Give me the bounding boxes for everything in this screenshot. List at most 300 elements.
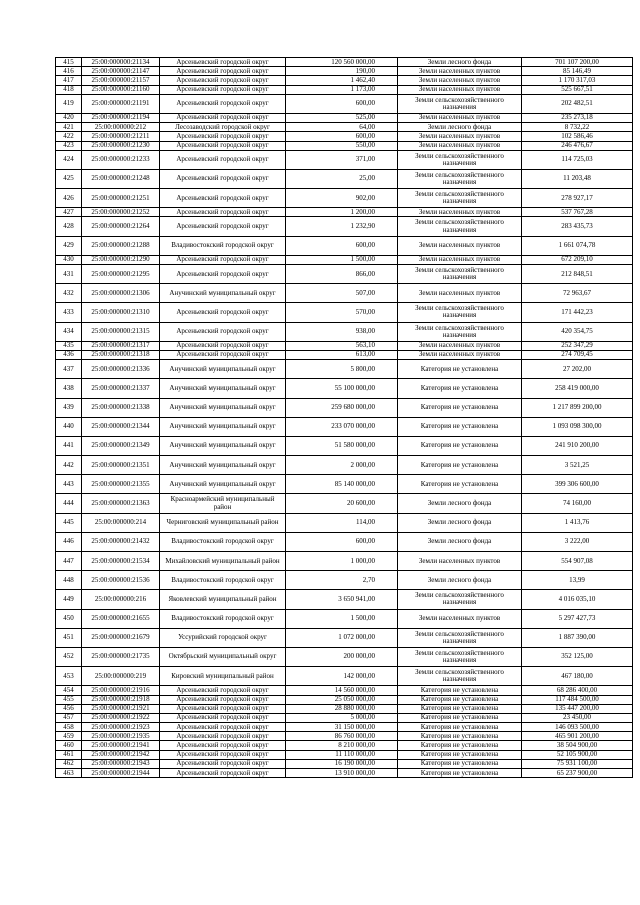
area-cell: 1 072 000,00 bbox=[286, 628, 398, 647]
area-cell: 233 070 000,00 bbox=[286, 417, 398, 436]
area-cell: 259 680 000,00 bbox=[286, 398, 398, 417]
cadastral-number-cell: 25:00:000000:21943 bbox=[82, 759, 160, 768]
cadastral-number-cell: 25:00:000000:21941 bbox=[82, 741, 160, 750]
cadastral-value-cell: 75 931 100,00 bbox=[522, 759, 633, 768]
municipality-cell: Арсеньевский городской округ bbox=[160, 769, 286, 778]
land-category-cell: Земли сельскохозяйственного назначения bbox=[398, 94, 522, 113]
area-cell: 1 000,00 bbox=[286, 552, 398, 571]
municipality-cell: Арсеньевский городской округ bbox=[160, 350, 286, 359]
municipality-cell: Арсеньевский городской округ bbox=[160, 169, 286, 188]
row-number-cell: 431 bbox=[56, 265, 82, 284]
cadastral-number-cell: 25:00:000000:21315 bbox=[82, 322, 160, 341]
cadastral-value-cell: 701 107 200,00 bbox=[522, 58, 633, 67]
municipality-cell: Анучинский муниципальный округ bbox=[160, 398, 286, 417]
row-number-cell: 422 bbox=[56, 132, 82, 141]
table-row bbox=[56, 436, 633, 455]
cadastral-value-cell: 283 435,73 bbox=[522, 217, 633, 236]
table-row bbox=[56, 360, 633, 379]
cadastral-number-cell: 25:00:000000:21264 bbox=[82, 217, 160, 236]
row-number-cell: 456 bbox=[56, 704, 82, 713]
municipality-cell: Арсеньевский городской округ bbox=[160, 723, 286, 732]
area-cell: 114,00 bbox=[286, 513, 398, 532]
cadastral-value-cell: 102 586,46 bbox=[522, 132, 633, 141]
land-category-cell: Земли населенных пунктов bbox=[398, 132, 522, 141]
row-number-cell: 463 bbox=[56, 769, 82, 778]
area-cell: 85 140 000,00 bbox=[286, 475, 398, 494]
area-cell: 525,00 bbox=[286, 113, 398, 122]
row-number-cell: 418 bbox=[56, 85, 82, 94]
municipality-cell: Владивостокский городской округ bbox=[160, 532, 286, 551]
cadastral-number-cell: 25:00:000000:21306 bbox=[82, 284, 160, 303]
table-row bbox=[56, 713, 633, 722]
table-row bbox=[56, 494, 633, 513]
cadastral-value-cell: 212 848,51 bbox=[522, 265, 633, 284]
land-category-cell: Земли населенных пунктов bbox=[398, 609, 522, 628]
area-cell: 25 050 000,00 bbox=[286, 695, 398, 704]
cadastral-number-cell: 25:00:000000:21290 bbox=[82, 255, 160, 264]
cadastral-number-cell: 25:00:000000:21349 bbox=[82, 436, 160, 455]
municipality-cell: Арсеньевский городской округ bbox=[160, 704, 286, 713]
cadastral-value-cell: 52 105 900,00 bbox=[522, 750, 633, 759]
land-category-cell: Категория не установлена bbox=[398, 398, 522, 417]
area-cell: 5 000,00 bbox=[286, 713, 398, 722]
cadastral-value-cell: 420 354,75 bbox=[522, 322, 633, 341]
municipality-cell: Арсеньевский городской округ bbox=[160, 255, 286, 264]
area-cell: 16 190 000,00 bbox=[286, 759, 398, 768]
row-number-cell: 448 bbox=[56, 571, 82, 590]
table-row bbox=[56, 379, 633, 398]
table-row bbox=[56, 732, 633, 741]
municipality-cell: Арсеньевский городской округ bbox=[160, 94, 286, 113]
cadastral-value-cell: 352 125,00 bbox=[522, 647, 633, 666]
table-row bbox=[56, 590, 633, 609]
row-number-cell: 427 bbox=[56, 208, 82, 217]
land-category-cell: Категория не установлена bbox=[398, 436, 522, 455]
cadastral-value-cell: 146 093 500,00 bbox=[522, 723, 633, 732]
row-number-cell: 426 bbox=[56, 189, 82, 208]
table-row bbox=[56, 686, 633, 695]
area-cell: 2 000,00 bbox=[286, 456, 398, 475]
land-category-cell: Земли сельскохозяйственного назначения bbox=[398, 189, 522, 208]
land-category-cell: Земли лесного фонда bbox=[398, 58, 522, 67]
row-number-cell: 437 bbox=[56, 360, 82, 379]
municipality-cell: Арсеньевский городской округ bbox=[160, 732, 286, 741]
area-cell: 120 560 000,00 bbox=[286, 58, 398, 67]
cadastral-value-cell: 202 482,51 bbox=[522, 94, 633, 113]
land-category-cell: Земли сельскохозяйственного назначения bbox=[398, 169, 522, 188]
land-category-cell: Земли населенных пунктов bbox=[398, 255, 522, 264]
table-row bbox=[56, 609, 633, 628]
land-category-cell: Категория не установлена bbox=[398, 686, 522, 695]
land-category-cell: Категория не установлена bbox=[398, 417, 522, 436]
table-row bbox=[56, 169, 633, 188]
cadastral-value-cell: 4 016 035,10 bbox=[522, 590, 633, 609]
table-row bbox=[56, 255, 633, 264]
table-row bbox=[56, 58, 633, 67]
table-row bbox=[56, 571, 633, 590]
table-row bbox=[56, 265, 633, 284]
cadastral-number-cell: 25:00:000000:21536 bbox=[82, 571, 160, 590]
municipality-cell: Арсеньевский городской округ bbox=[160, 85, 286, 94]
table-row bbox=[56, 759, 633, 768]
row-number-cell: 430 bbox=[56, 255, 82, 264]
table-row bbox=[56, 552, 633, 571]
municipality-cell: Красноармейский муниципальный район bbox=[160, 494, 286, 513]
area-cell: 190,00 bbox=[286, 67, 398, 76]
table-row bbox=[56, 398, 633, 417]
cadastral-table bbox=[55, 57, 633, 778]
area-cell: 866,00 bbox=[286, 265, 398, 284]
cadastral-value-cell: 68 286 400,00 bbox=[522, 686, 633, 695]
land-category-cell: Категория не установлена bbox=[398, 475, 522, 494]
table-row bbox=[56, 750, 633, 759]
row-number-cell: 457 bbox=[56, 713, 82, 722]
area-cell: 200 000,00 bbox=[286, 647, 398, 666]
land-category-cell: Земли лесного фонда bbox=[398, 494, 522, 513]
land-category-cell: Категория не установлена bbox=[398, 769, 522, 778]
land-category-cell: Земли населенных пунктов bbox=[398, 113, 522, 122]
table-row bbox=[56, 628, 633, 647]
table-row bbox=[56, 723, 633, 732]
table-row bbox=[56, 456, 633, 475]
cadastral-value-cell: 74 160,00 bbox=[522, 494, 633, 513]
table-row bbox=[56, 741, 633, 750]
cadastral-value-cell: 672 209,10 bbox=[522, 255, 633, 264]
row-number-cell: 449 bbox=[56, 590, 82, 609]
municipality-cell: Яковлевский муниципальный район bbox=[160, 590, 286, 609]
row-number-cell: 462 bbox=[56, 759, 82, 768]
cadastral-number-cell: 25:00:000000:21318 bbox=[82, 350, 160, 359]
municipality-cell: Октябрьский муниципальный округ bbox=[160, 647, 286, 666]
cadastral-number-cell: 25:00:000000:21134 bbox=[82, 58, 160, 67]
table-row bbox=[56, 513, 633, 532]
table-row bbox=[56, 532, 633, 551]
municipality-cell: Арсеньевский городской округ bbox=[160, 741, 286, 750]
area-cell: 1 173,00 bbox=[286, 85, 398, 94]
area-cell: 64,00 bbox=[286, 123, 398, 132]
cadastral-number-cell: 25:00:000000:21944 bbox=[82, 769, 160, 778]
row-number-cell: 461 bbox=[56, 750, 82, 759]
cadastral-number-cell: 25:00:000000:21338 bbox=[82, 398, 160, 417]
area-cell: 938,00 bbox=[286, 322, 398, 341]
table-row bbox=[56, 695, 633, 704]
municipality-cell: Арсеньевский городской округ bbox=[160, 713, 286, 722]
cadastral-number-cell: 25:00:000000:21288 bbox=[82, 236, 160, 255]
cadastral-value-cell: 1 093 098 300,00 bbox=[522, 417, 633, 436]
cadastral-number-cell: 25:00:000000:21337 bbox=[82, 379, 160, 398]
land-category-cell: Категория не установлена bbox=[398, 379, 522, 398]
row-number-cell: 434 bbox=[56, 322, 82, 341]
area-cell: 600,00 bbox=[286, 236, 398, 255]
table-row bbox=[56, 150, 633, 169]
land-category-cell: Земли сельскохозяйственного назначения bbox=[398, 667, 522, 686]
cadastral-number-cell: 25:00:000000:21918 bbox=[82, 695, 160, 704]
area-cell: 31 150 000,00 bbox=[286, 723, 398, 732]
row-number-cell: 453 bbox=[56, 667, 82, 686]
land-category-cell: Земли населенных пунктов bbox=[398, 341, 522, 350]
cadastral-number-cell: 25:00:000000:21363 bbox=[82, 494, 160, 513]
table-row bbox=[56, 123, 633, 132]
municipality-cell: Анучинский муниципальный округ bbox=[160, 379, 286, 398]
cadastral-value-cell: 65 237 900,00 bbox=[522, 769, 633, 778]
table-row bbox=[56, 236, 633, 255]
cadastral-value-cell: 5 297 427,73 bbox=[522, 609, 633, 628]
cadastral-number-cell: 25:00:000000:21921 bbox=[82, 704, 160, 713]
row-number-cell: 447 bbox=[56, 552, 82, 571]
municipality-cell: Арсеньевский городской округ bbox=[160, 341, 286, 350]
cadastral-value-cell: 27 202,00 bbox=[522, 360, 633, 379]
municipality-cell: Арсеньевский городской округ bbox=[160, 750, 286, 759]
cadastral-number-cell: 25:00:000000:21344 bbox=[82, 417, 160, 436]
cadastral-number-cell: 25:00:000000:21233 bbox=[82, 150, 160, 169]
row-number-cell: 421 bbox=[56, 123, 82, 132]
municipality-cell: Арсеньевский городской округ bbox=[160, 217, 286, 236]
cadastral-number-cell: 25:00:000000:21295 bbox=[82, 265, 160, 284]
cadastral-number-cell: 25:00:000000:21922 bbox=[82, 713, 160, 722]
cadastral-number-cell: 25:00:000000:21147 bbox=[82, 67, 160, 76]
table-row bbox=[56, 417, 633, 436]
land-category-cell: Категория не установлена bbox=[398, 723, 522, 732]
land-category-cell: Категория не установлена bbox=[398, 732, 522, 741]
cadastral-number-cell: 25:00:000000:21160 bbox=[82, 85, 160, 94]
area-cell: 902,00 bbox=[286, 189, 398, 208]
row-number-cell: 451 bbox=[56, 628, 82, 647]
area-cell: 1 500,00 bbox=[286, 255, 398, 264]
area-cell: 507,00 bbox=[286, 284, 398, 303]
cadastral-number-cell: 25:00:000000:21248 bbox=[82, 169, 160, 188]
land-category-cell: Категория не установлена bbox=[398, 360, 522, 379]
municipality-cell: Арсеньевский городской округ bbox=[160, 76, 286, 85]
land-category-cell: Земли лесного фонда bbox=[398, 571, 522, 590]
table-body bbox=[56, 58, 633, 778]
land-category-cell: Категория не установлена bbox=[398, 456, 522, 475]
municipality-cell: Арсеньевский городской округ bbox=[160, 208, 286, 217]
municipality-cell: Арсеньевский городской округ bbox=[160, 132, 286, 141]
municipality-cell: Кировский муниципальный район bbox=[160, 667, 286, 686]
area-cell: 563,10 bbox=[286, 341, 398, 350]
land-category-cell: Земли населенных пунктов bbox=[398, 208, 522, 217]
cadastral-number-cell: 25:00:000000:219 bbox=[82, 667, 160, 686]
cadastral-value-cell: 117 484 500,00 bbox=[522, 695, 633, 704]
municipality-cell: Арсеньевский городской округ bbox=[160, 150, 286, 169]
cadastral-value-cell: 1 170 317,03 bbox=[522, 76, 633, 85]
cadastral-value-cell: 241 910 200,00 bbox=[522, 436, 633, 455]
cadastral-value-cell: 537 767,28 bbox=[522, 208, 633, 217]
area-cell: 51 580 000,00 bbox=[286, 436, 398, 455]
row-number-cell: 458 bbox=[56, 723, 82, 732]
cadastral-value-cell: 1 217 899 200,00 bbox=[522, 398, 633, 417]
area-cell: 5 800,00 bbox=[286, 360, 398, 379]
land-category-cell: Категория не установлена bbox=[398, 695, 522, 704]
row-number-cell: 444 bbox=[56, 494, 82, 513]
cadastral-number-cell: 25:00:000000:21252 bbox=[82, 208, 160, 217]
municipality-cell: Арсеньевский городской округ bbox=[160, 322, 286, 341]
row-number-cell: 443 bbox=[56, 475, 82, 494]
municipality-cell: Арсеньевский городской округ bbox=[160, 695, 286, 704]
row-number-cell: 455 bbox=[56, 695, 82, 704]
municipality-cell: Владивостокский городской округ bbox=[160, 609, 286, 628]
area-cell: 11 110 000,00 bbox=[286, 750, 398, 759]
municipality-cell: Арсеньевский городской округ bbox=[160, 113, 286, 122]
area-cell: 600,00 bbox=[286, 94, 398, 113]
row-number-cell: 419 bbox=[56, 94, 82, 113]
table-row bbox=[56, 76, 633, 85]
area-cell: 550,00 bbox=[286, 141, 398, 150]
area-cell: 8 210 000,00 bbox=[286, 741, 398, 750]
municipality-cell: Владивостокский городской округ bbox=[160, 571, 286, 590]
row-number-cell: 446 bbox=[56, 532, 82, 551]
table-row bbox=[56, 475, 633, 494]
cadastral-number-cell: 25:00:000000:21534 bbox=[82, 552, 160, 571]
row-number-cell: 440 bbox=[56, 417, 82, 436]
cadastral-number-cell: 25:00:000000:212 bbox=[82, 123, 160, 132]
row-number-cell: 445 bbox=[56, 513, 82, 532]
cadastral-number-cell: 25:00:000000:21679 bbox=[82, 628, 160, 647]
cadastral-value-cell: 11 203,48 bbox=[522, 169, 633, 188]
cadastral-value-cell: 235 273,18 bbox=[522, 113, 633, 122]
row-number-cell: 442 bbox=[56, 456, 82, 475]
cadastral-value-cell: 467 180,00 bbox=[522, 667, 633, 686]
cadastral-number-cell: 25:00:000000:21191 bbox=[82, 94, 160, 113]
municipality-cell: Черниговский муниципальный район bbox=[160, 513, 286, 532]
row-number-cell: 429 bbox=[56, 236, 82, 255]
cadastral-value-cell: 23 450,00 bbox=[522, 713, 633, 722]
land-category-cell: Земли сельскохозяйственного назначения bbox=[398, 322, 522, 341]
row-number-cell: 424 bbox=[56, 150, 82, 169]
area-cell: 1 232,90 bbox=[286, 217, 398, 236]
area-cell: 1 462,40 bbox=[286, 76, 398, 85]
row-number-cell: 438 bbox=[56, 379, 82, 398]
row-number-cell: 425 bbox=[56, 169, 82, 188]
row-number-cell: 435 bbox=[56, 341, 82, 350]
area-cell: 1 200,00 bbox=[286, 208, 398, 217]
land-category-cell: Земли населенных пунктов bbox=[398, 76, 522, 85]
row-number-cell: 454 bbox=[56, 686, 82, 695]
cadastral-number-cell: 25:00:000000:21432 bbox=[82, 532, 160, 551]
cadastral-value-cell: 1 661 074,78 bbox=[522, 236, 633, 255]
area-cell: 371,00 bbox=[286, 150, 398, 169]
row-number-cell: 432 bbox=[56, 284, 82, 303]
land-category-cell: Земли сельскохозяйственного назначения bbox=[398, 265, 522, 284]
table-row bbox=[56, 208, 633, 217]
municipality-cell: Анучинский муниципальный округ bbox=[160, 417, 286, 436]
row-number-cell: 428 bbox=[56, 217, 82, 236]
row-number-cell: 416 bbox=[56, 67, 82, 76]
table-row bbox=[56, 647, 633, 666]
area-cell: 142 000,00 bbox=[286, 667, 398, 686]
land-category-cell: Земли лесного фонда bbox=[398, 123, 522, 132]
cadastral-value-cell: 399 306 600,00 bbox=[522, 475, 633, 494]
row-number-cell: 423 bbox=[56, 141, 82, 150]
area-cell: 600,00 bbox=[286, 532, 398, 551]
cadastral-number-cell: 25:00:000000:21336 bbox=[82, 360, 160, 379]
area-cell: 1 500,00 bbox=[286, 609, 398, 628]
cadastral-value-cell: 1 413,76 bbox=[522, 513, 633, 532]
cadastral-number-cell: 25:00:000000:21935 bbox=[82, 732, 160, 741]
area-cell: 20 600,00 bbox=[286, 494, 398, 513]
municipality-cell: Арсеньевский городской округ bbox=[160, 189, 286, 208]
table-row bbox=[56, 667, 633, 686]
area-cell: 613,00 bbox=[286, 350, 398, 359]
cadastral-value-cell: 72 963,67 bbox=[522, 284, 633, 303]
area-cell: 570,00 bbox=[286, 303, 398, 322]
cadastral-value-cell: 1 887 390,00 bbox=[522, 628, 633, 647]
row-number-cell: 459 bbox=[56, 732, 82, 741]
municipality-cell: Арсеньевский городской округ bbox=[160, 58, 286, 67]
cadastral-number-cell: 25:00:000000:216 bbox=[82, 590, 160, 609]
land-category-cell: Земли сельскохозяйственного назначения bbox=[398, 590, 522, 609]
cadastral-number-cell: 25:00:000000:21211 bbox=[82, 132, 160, 141]
table-row bbox=[56, 189, 633, 208]
cadastral-value-cell: 171 442,23 bbox=[522, 303, 633, 322]
cadastral-number-cell: 25:00:000000:21317 bbox=[82, 341, 160, 350]
table-row bbox=[56, 132, 633, 141]
table-row bbox=[56, 350, 633, 359]
table-row bbox=[56, 769, 633, 778]
cadastral-value-cell: 8 732,22 bbox=[522, 123, 633, 132]
municipality-cell: Владивостокский городской округ bbox=[160, 236, 286, 255]
cadastral-value-cell: 554 907,08 bbox=[522, 552, 633, 571]
municipality-cell: Анучинский муниципальный округ bbox=[160, 456, 286, 475]
land-category-cell: Земли населенных пунктов bbox=[398, 141, 522, 150]
land-category-cell: Земли сельскохозяйственного назначения bbox=[398, 217, 522, 236]
table-row bbox=[56, 284, 633, 303]
land-category-cell: Земли сельскохозяйственного назначения bbox=[398, 303, 522, 322]
table-row bbox=[56, 303, 633, 322]
cadastral-number-cell: 25:00:000000:21230 bbox=[82, 141, 160, 150]
area-cell: 28 880 000,00 bbox=[286, 704, 398, 713]
table-row bbox=[56, 322, 633, 341]
land-category-cell: Категория не установлена bbox=[398, 759, 522, 768]
municipality-cell: Анучинский муниципальный округ bbox=[160, 284, 286, 303]
area-cell: 2,70 bbox=[286, 571, 398, 590]
municipality-cell: Лесозаводский городской округ bbox=[160, 123, 286, 132]
land-category-cell: Земли населенных пунктов bbox=[398, 552, 522, 571]
land-category-cell: Земли лесного фонда bbox=[398, 532, 522, 551]
cadastral-number-cell: 25:00:000000:21735 bbox=[82, 647, 160, 666]
row-number-cell: 433 bbox=[56, 303, 82, 322]
land-category-cell: Земли населенных пунктов bbox=[398, 236, 522, 255]
table-row bbox=[56, 94, 633, 113]
row-number-cell: 417 bbox=[56, 76, 82, 85]
land-category-cell: Категория не установлена bbox=[398, 741, 522, 750]
cadastral-value-cell: 13,99 bbox=[522, 571, 633, 590]
table-row bbox=[56, 217, 633, 236]
row-number-cell: 415 bbox=[56, 58, 82, 67]
municipality-cell: Арсеньевский городской округ bbox=[160, 265, 286, 284]
cadastral-value-cell: 278 927,17 bbox=[522, 189, 633, 208]
land-category-cell: Земли лесного фонда bbox=[398, 513, 522, 532]
area-cell: 3 650 941,00 bbox=[286, 590, 398, 609]
area-cell: 25,00 bbox=[286, 169, 398, 188]
cadastral-value-cell: 3 521,25 bbox=[522, 456, 633, 475]
cadastral-number-cell: 25:00:000000:21251 bbox=[82, 189, 160, 208]
cadastral-number-cell: 25:00:000000:21194 bbox=[82, 113, 160, 122]
municipality-cell: Михайловский муниципальный район bbox=[160, 552, 286, 571]
row-number-cell: 460 bbox=[56, 741, 82, 750]
municipality-cell: Арсеньевский городской округ bbox=[160, 686, 286, 695]
area-cell: 55 100 000,00 bbox=[286, 379, 398, 398]
table-row bbox=[56, 704, 633, 713]
cadastral-value-cell: 135 447 200,00 bbox=[522, 704, 633, 713]
table-row bbox=[56, 341, 633, 350]
municipality-cell: Арсеньевский городской округ bbox=[160, 759, 286, 768]
cadastral-value-cell: 85 146,49 bbox=[522, 67, 633, 76]
table-row bbox=[56, 85, 633, 94]
cadastral-value-cell: 3 222,00 bbox=[522, 532, 633, 551]
land-category-cell: Категория не установлена bbox=[398, 704, 522, 713]
cadastral-value-cell: 252 347,29 bbox=[522, 341, 633, 350]
